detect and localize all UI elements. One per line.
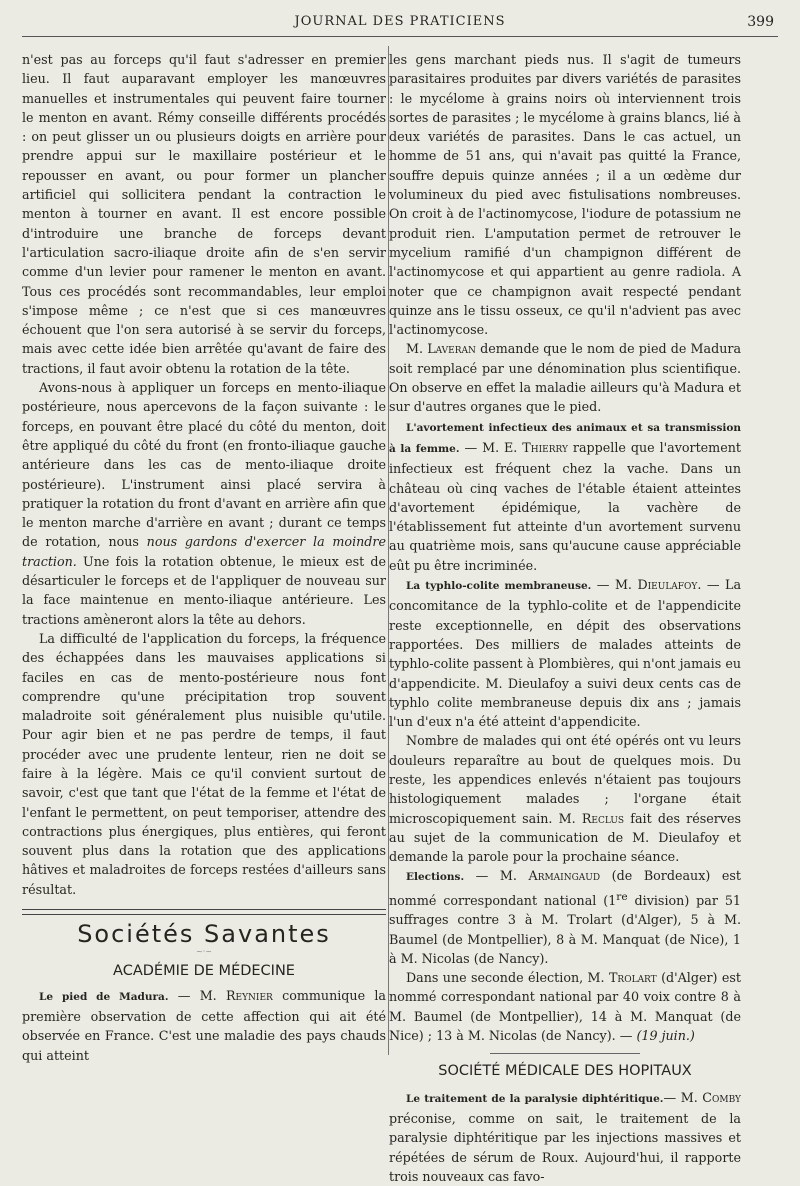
paragraph [389,575,741,731]
text-run: . — La concomitance de la typhlo-colite et de l'appendicite reste exceptionnelle, en dépit des observations rapportées. Des milliers de malades atteints de typhlo-colite passent à Plombières, qui n'ont jamais eu d'appendicite. M. Dieulafoy a suivi deux cents cas de typhlo colite membraneuse depuis dix ans ; jamais l'un d'eux n'a été atteint d'appendicite. [389,577,742,730]
article-subject: La typhlo-colite membraneuse. [406,580,592,593]
person-name: Thierry [522,439,568,455]
article-subject: Elections. [406,871,465,884]
paragraph [389,968,741,1045]
paragraph: n'est pas au forceps qu'il faut s'adresser en premier lieu. Il faut auparavant employer les manœuvres manuelles et instrumentales qui peuvent faire tourner le menton en avant. Rémy conseille différents procédés : on peut glisser un ou plusieurs doigts en arrière pour prendre appui sur le maxillaire postérieur et le repousser en avant, ou pour former un plancher artificiel qui sollicitera pendant la contraction le menton à tourner en avant. Il est encore possible d'introduire une branche de forceps devant l'articulation sacro-iliaque droite afin de s'en servir comme d'un levier pour ramener le menton en avant. Tous ces procédés sont recommandables, leur emploi s'impose même ; ce n'est que si ces manœuvres échouent que l'on sera autorisé à se servir du forceps, mais avec cette idée bien arrêtée qu'avant de faire des tractions, il faut avoir obtenu la rotation de la tête. [22,52,386,376]
article-subject: Le pied de Madura. [39,990,169,1003]
paragraph [389,417,741,575]
running-header [22,14,778,36]
text-run: — M. [168,987,226,1003]
subsection-heading: ACADÉMIE DE MÉDECINE [113,963,295,980]
text-run: M. [406,341,428,357]
text-run: préconise, comme on sait, le traitement de la paralysie diphtéritique par les injections massives et répétées de sérum de Roux. Aujourd'hui, il rapporte trois nouveaux cas favo- [389,1110,741,1184]
text-run: Une fois la rotation obtenue, le mieux est de désarticuler le forceps et de l'appliquer de nouveau sur la face maintenue en mento-iliaque antérieure. Les tractions amèneront alors la tête au dehors. [22,553,386,627]
text-run: (d'Alger) est nommé correspondant national par 40 voix contre 8 à M. Baumel (de Montpellier), 14 à M. Manquat (de Nice) ; 13 à M. Nicolas (de Nancy). — [389,970,741,1044]
separator-rule [490,1053,640,1054]
text-run: — M. [663,1089,703,1105]
person-name: Comby [702,1089,741,1105]
page-number: 399 [747,14,774,30]
paragraph [389,339,741,416]
right-column [389,50,741,1186]
emphasis: nous gardons d'exercer la moindre traction. [22,534,386,569]
superscript: re [616,890,628,903]
section-title: Sociétés Savantes [77,920,331,949]
text-run: Dans une seconde élection, M. [406,970,609,986]
paragraph: les gens marchant pieds nus. Il s'agit de tumeurs parasitaires produites par divers variétés de parasites : le mycélome à grains noirs où interviennent trois sortes de parasites ; le mycélome à grains blancs, lié à deux variétés de parasites. Dans le cas actuel, un homme de 51 ans, qui n'avait pas quitté la France, souffre depuis quinze années ; il a un œdème dur volumineux du pied avec fistulisations nombreuses. On croit à de l'actinomycose, l'iodure de potassium ne produit rien. L'amputation permet de retrouver le mycelium ramifié d'un champignon différent de l'actinomycose et qui appartient au genre radiola. A noter que ce champignon avait respecté pendant quinze ans le tissu osseux, ce qu'il n'advient pas avec l'actinomycose. [389,52,741,338]
text-run: Avons-nous à appliquer un forceps en mento-iliaque postérieure, nous apercevons de la façon suivante : le forceps, en pouvant être placé du côté du menton, doit être appliqué du côté du front (en fronto-iliaque gauche antérieure dans les cas de mento-iliaque droite postérieure). L'instrument ainsi placé servira à pratiquer la rotation du front d'avant en arrière afin que le menton marche d'arrière en avant ; durant ce temps de rotation, nous [22,380,386,550]
paragraph [22,986,386,1065]
header-rule [22,36,778,37]
person-name: Reynier [225,987,273,1003]
date: (19 juin.) [636,1028,695,1044]
person-name: Laveran [427,341,476,357]
journal-title: JOURNAL DES PRATICIENS [294,14,506,29]
text-run: (de Bordeaux) est nommé correspondant national (1 [389,868,742,908]
text-run: communique la première observation de cette affection qui ait été observée en France. C'est une maladie des pays chauds qui atteint [22,987,386,1063]
text-run: — M. [591,577,638,593]
text-run: fait des réserves au sujet de la communication de M. Dieulafoy et demande la parole pour la prochaine séance. [389,810,741,865]
article-subject: L'avortement infectieux des animaux et sa transmission à la femme. [389,421,741,455]
paragraph [22,378,386,629]
text-run: division) par 51 suffrages contre 3 à M. Trolart (d'Alger), 5 à M. Baumel (de Montpellier), 8 à M. Manquat (de Nice), 1 à M. Nicolas (de Nancy). [389,893,742,966]
paragraph: La difficulté de l'application du forceps, la fréquence des échappées dans les mauvaises applications si faciles en cas de mento-postérieure nous font comprendre qu'une précipitation trop souvent maladroite soit généralement plus nuisible qu'utile. Pour agir bien et ne pas perdre de temps, il faut procéder avec une prudente lenteur, rien ne doit se faire à la légère. Mais ce qu'il convient surtout de savoir, c'est que tant que l'état de la femme et l'état de l'enfant le permettent, on peut temporiser, attendre des contractions plus énergiques, plus entières, qui feront souvent plus dans la rotation que des applications hâtives et maladroites de forceps restées d'ailleurs sans résultat. [22,630,386,897]
text-run: demande que le nom de pied de Madura soit remplacé par une dénomination plus scientifique. On observe en effet la maladie ailleurs qu'à Madura et sur d'autres organes que le pied. [389,341,742,415]
person-name: Trolart [608,970,657,986]
article-subject: Le traitement de la paralysie diphtéritique. [406,1092,664,1105]
text-run: — M. E. [459,439,523,455]
paragraph [389,1088,741,1186]
text-run: — M. [464,868,529,884]
person-name: Dieulafoy [637,577,698,593]
paragraph [389,731,741,866]
text-run: rappelle que l'avortement infectieux est fréquent chez la vache. Dans un château où cinq vaches de l'étable étaient atteintes d'avortement épidémique, la vachère de l'établissement fut atteinte d'un avortement survenu au quatrième mois, sans qu'aucune cause appréciable eût pu être incriminée. [389,439,741,573]
subsection-heading: SOCIÉTÉ MÉDICALE DES HOPITAUX [438,1063,692,1080]
ornament: ~·~ [196,947,212,957]
double-rule [22,909,386,915]
text-run: Nombre de malades qui ont été opérés ont vu leurs douleurs reparaître au bout de quelques mois. Du reste, les appendices enlevés n'étaient pas toujours histologiquement malades ; l'organe était microscopiquement sain. M. [389,733,741,826]
person-name: Armaingaud [528,868,601,884]
left-column [22,50,386,1065]
person-name: Reclus [581,810,625,826]
paragraph [389,866,741,968]
